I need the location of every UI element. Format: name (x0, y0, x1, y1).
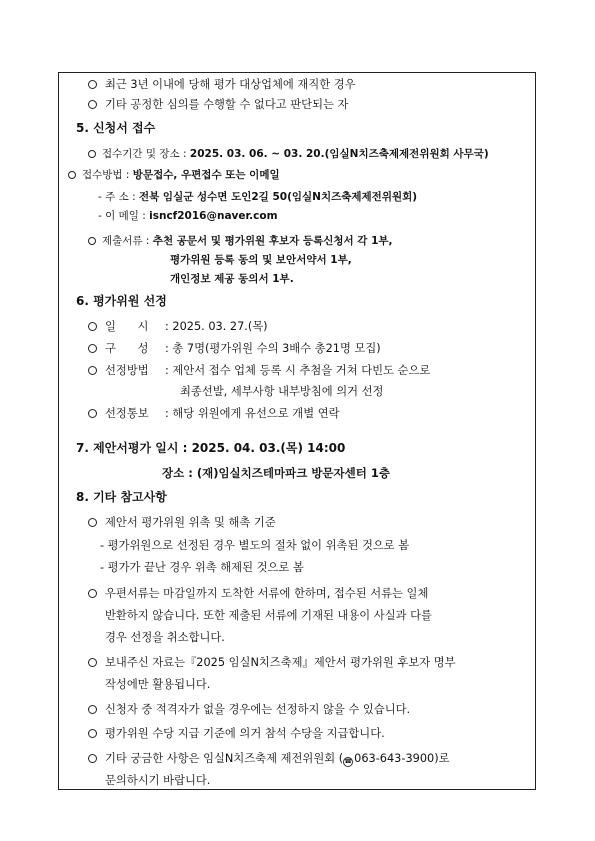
circle-bullet-icon (68, 171, 76, 179)
list-item: 제안서 평가위원 위촉 및 해촉 기준 (88, 516, 276, 530)
list-item: 우편서류는 마감일까지 도착한 서류에 한하며, 접수된 서류는 일체 (88, 587, 428, 601)
list-item-continuation: 경우 선정을 취소합니다. (105, 631, 225, 644)
circle-bullet-icon (88, 705, 97, 714)
section-heading: 5. 신청서 접수 (76, 121, 156, 135)
list-item-continuation: 반환하지 않습니다. 또한 제출된 서류에 기재된 내용이 사실과 다를 (105, 609, 432, 622)
section-heading: 7. 제안서평가 일시 : 2025. 04. 03.(목) 14:00 (76, 441, 346, 455)
docs-line: 개인정보 제공 동의서 1부. (170, 273, 294, 285)
list-item: 선정방법 : 제안서 접수 업체 등록 시 추첨을 거쳐 다빈도 순으로 (88, 364, 430, 378)
list-item: 신청자 중 적격자가 없을 경우에는 선정하지 않을 수 있습니다. (88, 703, 410, 717)
list-item: 일 시 : 2025. 03. 27.(목) (88, 320, 268, 334)
circle-bullet-icon (88, 344, 97, 353)
circle-bullet-icon (88, 366, 97, 375)
list-item: 평가위원 수당 지급 기준에 의거 참석 수당을 지급합니다. (88, 727, 385, 741)
circle-bullet-icon (88, 237, 96, 245)
evaluation-venue: 장소 : (재)임실치즈테마파크 방문자센터 1층 (162, 466, 390, 480)
circle-bullet-icon (88, 409, 97, 418)
circle-bullet-icon (88, 729, 97, 738)
list-item: 보내주신 자료는『2025 임실N치즈축제』제안서 평가위원 후보자 명부 (88, 656, 456, 670)
list-item: 접수방법 : 방문접수, 우편접수 또는 이메일 (68, 168, 280, 182)
section-heading: 8. 기타 참고사항 (76, 490, 167, 504)
email-line: - 이 메일 : isncf2016@naver.com (98, 210, 278, 222)
circle-bullet-icon (88, 589, 97, 598)
list-item: 최근 3년 이내에 당해 평가 대상업체에 재직한 경우 (88, 78, 356, 92)
phone-icon: ☎ (344, 758, 352, 765)
circle-bullet-icon (88, 322, 97, 331)
list-item-continuation: 작성에만 활용됩니다. (105, 678, 211, 691)
sub-item: - 평가위원으로 선정된 경우 별도의 절차 없이 위촉된 것으로 봄 (100, 539, 410, 552)
docs-line: 평가위원 등록 동의 및 보안서약서 1부, (170, 254, 352, 266)
list-item-continuation: 문의하시기 바랍니다. (105, 774, 211, 787)
list-item: 제출서류 : 추천 공문서 및 평가위원 후보자 등록신청서 각 1부, (88, 234, 393, 248)
list-item-continuation: 최종선발, 세부사항 내부방침에 의거 선정 (180, 385, 384, 398)
sub-item: - 평가가 끝난 경우 위촉 해제된 것으로 봄 (100, 561, 304, 574)
circle-bullet-icon (88, 100, 97, 109)
circle-bullet-icon (88, 518, 97, 527)
circle-bullet-icon (88, 80, 97, 89)
list-item: 접수기간 및 장소 : 2025. 03. 06. ~ 03. 20.(임실N치즈축제제전위원회 사무국) (88, 147, 489, 161)
circle-bullet-icon (88, 754, 97, 763)
section-heading: 6. 평가위원 선정 (76, 294, 167, 308)
list-item: 기타 궁금한 사항은 임실N치즈축제 제전위원회 (☎ 063-643-3900)로 (88, 752, 450, 767)
circle-bullet-icon (88, 658, 97, 667)
list-item: 구 성 : 총 7명(평가위원 수의 3배수 총21명 모집) (88, 342, 381, 356)
address-line: - 주 소 : 전북 임실군 성수면 도인2길 50(임실N치즈축제제전위원회) (98, 191, 418, 203)
list-item: 선정통보 : 해당 위원에게 유선으로 개별 연락 (88, 407, 340, 421)
list-item: 기타 공정한 심의를 수행할 수 없다고 판단되는 자 (88, 98, 348, 112)
circle-bullet-icon (88, 150, 96, 158)
